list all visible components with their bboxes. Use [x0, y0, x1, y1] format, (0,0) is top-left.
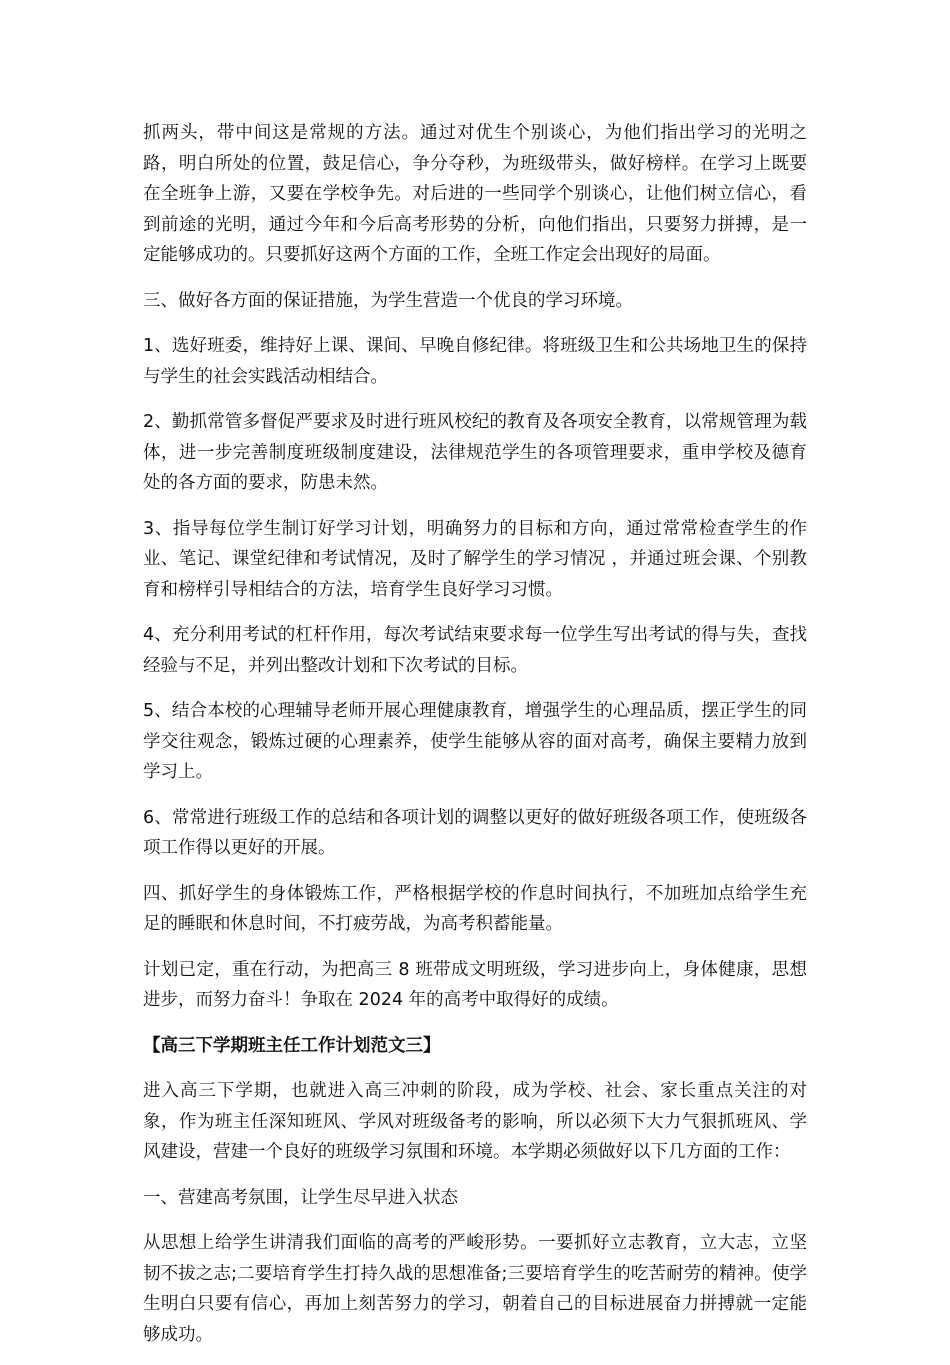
- section-three-heading: 三、做好各方面的保证措施，为学生营造一个优良的学习环境。: [143, 290, 633, 311]
- list-item: 2、勤抓常管多督促严要求及时进行班风校纪的教育及各项安全教育，以常规管理为载体，进一步完善制度班级制度建设，法律规范学生的各项管理要求，重申学校及德育处的各方面的要求，防患未然。: [143, 412, 807, 493]
- closing-paragraph: 计划已定，重在行动，为把高三 8 班带成文明班级，学习进步向上，身体健康，思想进步，而努力奋斗！争取在 2024 年的高考中取得好的成绩。: [143, 959, 807, 1010]
- list-item: 4、充分利用考试的杠杆作用，每次考试结束要求每一位学生写出考试的得与失，查找经验与不足，并列出整改计划和下次考试的目标。: [143, 625, 807, 676]
- section-heading: 【高三下学期班主任工作计划范文三】: [143, 1035, 441, 1056]
- list-item: 6、常常进行班级工作的总结和各项计划的调整以更好的做好班级各项工作，使班级各项工作得以更好的开展。: [143, 807, 807, 858]
- list-item: 3、指导每位学生制订好学习计划，明确努力的目标和方向，通过常常检查学生的作业、笔记、课堂纪律和考试情况，及时了解学生的学习情况 ，并通过班会课、个别教育和榜样引导相结合的方法，培育学生良好学习习惯。: [143, 518, 807, 600]
- intro-paragraph: 进入高三下学期，也就进入高三冲刺的阶段，成为学校、社会、家长重点关注的对象，作为班主任深知班风、学风对班级备考的影响，所以必须下大力气狠抓班风、学风建设，营建一个良好的班级学习氛围和环境。本学期必须做好以下几方面的工作：: [143, 1081, 807, 1162]
- list-item: 1、选好班委，维持好上课、课间、早晚自修纪律。将班级卫生和公共场地卫生的保持与学生的社会实践活动相结合。: [143, 336, 807, 387]
- paragraph: 从思想上给学生讲清我们面临的高考的严峻形势。一要抓好立志教育，立大志，立坚韧不拔之志;二要培育学生打持久战的思想准备;三要培育学生的吃苦耐劳的精神。使学生明白只要有信心，再加上刻苦努力的学习，朝着自己的目标进展奋力拼搏就一定能够成功。: [143, 1233, 807, 1345]
- subsection-heading: 一、营建高考氛围，让学生尽早进入状态: [143, 1187, 458, 1208]
- list-item: 5、结合本校的心理辅导老师开展心理健康教育，增强学生的心理品质，摆正学生的同学交往观念，锻炼过硬的心理素养，使学生能够从容的面对高考，确保主要精力放到学习上。: [143, 701, 807, 782]
- section-four-paragraph: 四、抓好学生的身体锻炼工作，严格根据学校的作息时间执行，不加班加点给学生充足的睡眠和休息时间，不打疲劳战，为高考积蓄能量。: [143, 883, 807, 934]
- document-page: [143, 118, 807, 1365]
- paragraph: 抓两头，带中间这是常规的方法。通过对优生个别谈心，为他们指出学习的光明之路，明白所处的位置，鼓足信心，争分夺秒，为班级带头，做好榜样。在学习上既要在全班争上游，又要在学校争先。对后进的一些同学个别谈心，让他们树立信心，看到前途的光明，通过今年和今后高考形势的分析，向他们指出，只要努力拼搏，是一定能够成功的。只要抓好这两个方面的工作，全班工作定会出现好的局面。: [143, 123, 807, 265]
